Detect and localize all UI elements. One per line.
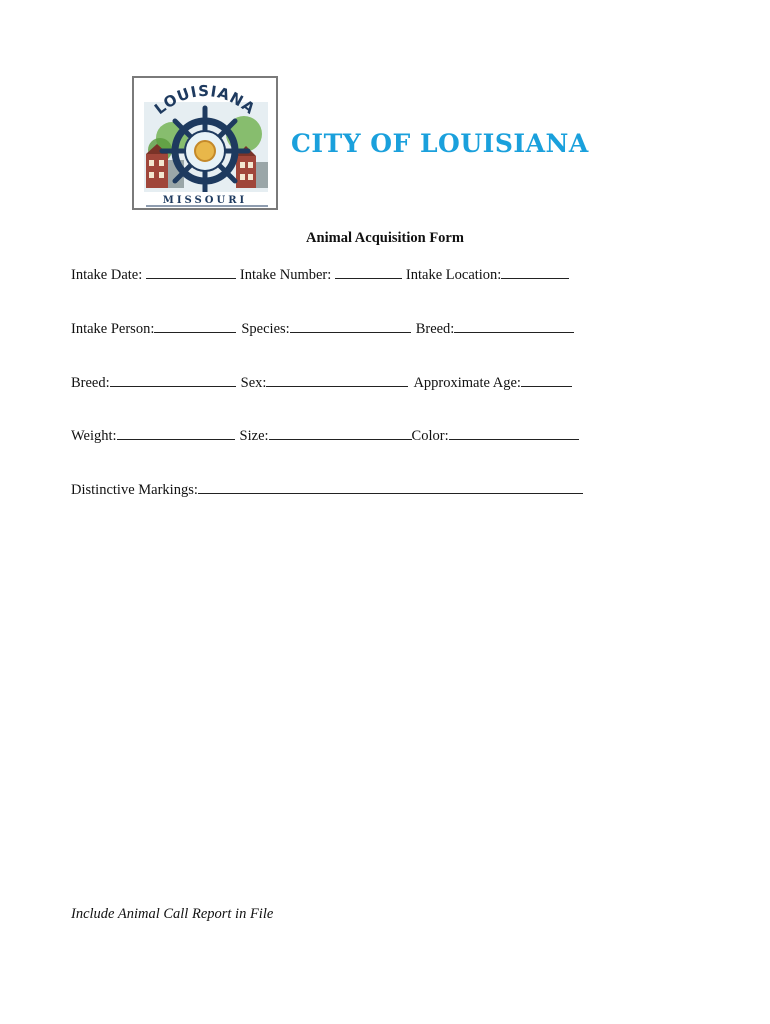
size-label: Size: (239, 428, 269, 444)
logo-state-text: MISSOURI (162, 195, 248, 206)
footer-note: Include Animal Call Report in File (71, 906, 274, 922)
species-blank[interactable] (290, 319, 411, 333)
approximate-age-label: Approximate Age: (413, 375, 521, 391)
breed-label: Breed: (71, 375, 110, 391)
approximate-age-blank[interactable] (521, 373, 572, 387)
intake-location-blank[interactable] (501, 265, 569, 279)
city-seal-graphic (132, 76, 278, 210)
breed-label-row2: Breed: (415, 321, 455, 337)
city-logo (132, 76, 278, 210)
color-blank[interactable] (449, 426, 579, 440)
form-title: Animal Acquisition Form (306, 230, 464, 246)
distinctive-markings-blank[interactable] (198, 480, 583, 494)
intake-person-blank[interactable] (154, 319, 236, 333)
form-row-intake (71, 265, 569, 284)
sex-blank[interactable] (266, 373, 408, 387)
logo-arc-text: LOUISIANA (151, 81, 259, 119)
intake-date-label: Intake Date: (71, 267, 146, 283)
form-row-breed (71, 373, 572, 392)
breed-blank-row2[interactable] (454, 319, 574, 333)
form-row-person (71, 319, 574, 338)
distinctive-markings-label: Distinctive Markings: (71, 482, 198, 498)
form-row-weight (71, 426, 579, 445)
intake-number-blank[interactable] (335, 265, 402, 279)
color-label: Color: (411, 428, 449, 444)
weight-blank[interactable] (117, 426, 235, 440)
form-row-markings (71, 480, 583, 499)
size-blank[interactable] (269, 426, 412, 440)
intake-location-label: Intake Location: (405, 267, 502, 283)
intake-person-label: Intake Person: (71, 321, 155, 337)
intake-number-label: Intake Number: (239, 267, 335, 283)
species-label: Species: (241, 321, 290, 337)
sex-label: Sex: (240, 375, 267, 391)
intake-date-blank[interactable] (146, 265, 236, 279)
breed-blank[interactable] (110, 373, 236, 387)
city-title: CITY OF LOUISIANA (291, 129, 589, 158)
weight-label: Weight: (71, 428, 117, 444)
